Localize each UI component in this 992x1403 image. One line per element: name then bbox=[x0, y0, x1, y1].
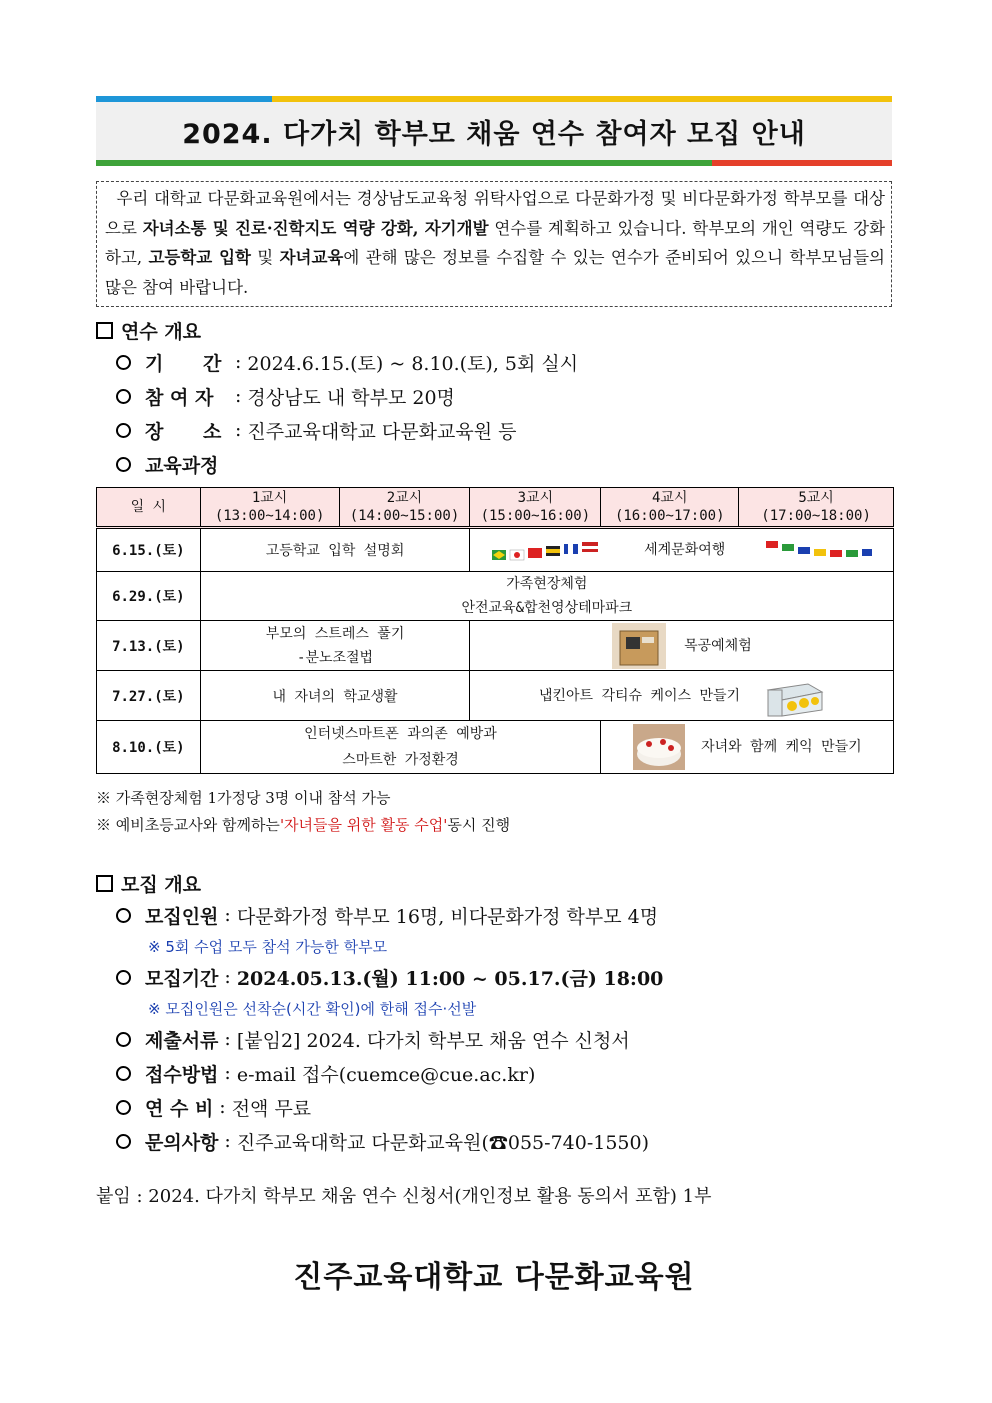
table-row: 7.27.(토) 내 자녀의 학교생활 냅킨아트 각티슈 케이스 만들기 bbox=[97, 671, 894, 721]
note-family-trip: ※ 가족현장체험 1가정당 3명 이내 참석 가능 bbox=[96, 789, 391, 807]
recruit-contact: 문의사항 : 진주교육대학교 다문화교육원(☎055-740-1550) bbox=[96, 1124, 892, 1158]
header-period-4: 4교시 (16:00~17:00) bbox=[601, 488, 739, 528]
recruit-count-note: ※ 5회 수업 모두 참석 가능한 학부모 bbox=[148, 937, 388, 956]
flags-image bbox=[490, 538, 602, 562]
title-top-bar bbox=[96, 96, 892, 102]
recruit-period-note: ※ 모집인원은 선착순(시간 확인)에 한해 접수·선발 bbox=[148, 999, 477, 1018]
cake-image bbox=[633, 724, 685, 770]
intro-paragraph: 우리 대학교 다문화교육원에서는 경상남도교육청 위탁사업으로 다문화가정 및 비다문화가정 학부모를 대상으로 자녀소통 및 진로·진학지도 역량 강화, 자기개발 연수를 계획하고 있습니다. 학부모의 개인 역량도 강화하고, 고등학교 입학 및 자녀교육에 관해 많은 정보를 수집할 수 있는 연수가 준비되어 있으니 학부모님들의 많은 참여 바랍니다. bbox=[96, 181, 892, 307]
wood-craft-image bbox=[612, 623, 666, 669]
circle-bullet-icon bbox=[116, 908, 131, 923]
recruit-period: 모집기간 : 2024.05.13.(월) 11:00 ~ 05.17.(금) 18:00 bbox=[96, 960, 892, 994]
checkbox-square-icon bbox=[96, 875, 113, 892]
title-bottom-bar bbox=[96, 160, 892, 166]
circle-bullet-icon bbox=[116, 457, 131, 472]
header-period-2: 2교시 (14:00~15:00) bbox=[339, 488, 470, 528]
recruit-method: 접수방법 : e-mail 접수(cuemce@cue.ac.kr) bbox=[96, 1056, 892, 1090]
issuer-signature: 진주교육대학교 다문화교육원 bbox=[293, 1260, 695, 1295]
circle-bullet-icon bbox=[116, 1134, 131, 1149]
overview-period: 기 간 : 2024.6.15.(토) ~ 8.10.(토), 5회 실시 bbox=[96, 345, 892, 379]
circle-bullet-icon bbox=[116, 1032, 131, 1047]
header-period-3: 3교시 (15:00~16:00) bbox=[470, 488, 601, 528]
header-period-1: 1교시 (13:00~14:00) bbox=[200, 488, 339, 528]
section-overview-heading: 연수 개요 bbox=[96, 315, 892, 345]
title-box bbox=[96, 102, 892, 160]
table-row: 8.10.(토) 인터넷스마트폰 과의존 예방과 스마트한 가정환경 자녀와 함께 케익 만들기 bbox=[97, 721, 894, 774]
document-page bbox=[96, 96, 892, 1296]
circle-bullet-icon bbox=[116, 1100, 131, 1115]
note-activity-class: ※ 예비초등교사와 함께하는 '자녀들을 위한 활동 수업' 동시 진행 bbox=[96, 816, 511, 834]
circle-bullet-icon bbox=[116, 423, 131, 438]
overview-curriculum: 교육과정 bbox=[96, 447, 892, 481]
recruit-count: 모집인원 : 다문화가정 학부모 16명, 비다문화가정 학부모 4명 bbox=[96, 898, 892, 932]
page-title: 2024. 다가치 학부모 채움 연수 참여자 모집 안내 bbox=[182, 118, 806, 150]
circle-bullet-icon bbox=[116, 355, 131, 370]
header-period-5: 5교시 (17:00~18:00) bbox=[739, 488, 894, 528]
section-recruit-heading: 모집 개요 bbox=[96, 868, 892, 898]
table-row: 6.29.(토) 가족현장체험 안전교육&합천영상테마파크 bbox=[97, 572, 894, 621]
schedule-table bbox=[96, 487, 894, 774]
flags-banner-image bbox=[764, 538, 874, 562]
overview-place: 장 소 : 진주교육대학교 다문화교육원 등 bbox=[96, 413, 892, 447]
tissue-box-image bbox=[764, 674, 824, 718]
attachment-line: 붙임 : 2024. 다가치 학부모 채움 연수 신청서(개인정보 활용 동의서 포함) 1부 bbox=[96, 1186, 712, 1207]
circle-bullet-icon bbox=[116, 970, 131, 985]
recruit-docs: 제출서류 : [붙임2] 2024. 다가치 학부모 채움 연수 신청서 bbox=[96, 1022, 892, 1056]
header-date: 일 시 bbox=[97, 488, 201, 528]
table-row: 7.13.(토) 부모의 스트레스 풀기 -분노조절법 목공예체험 bbox=[97, 621, 894, 671]
overview-participants: 참 여 자 : 경상남도 내 학부모 20명 bbox=[96, 379, 892, 413]
circle-bullet-icon bbox=[116, 389, 131, 404]
table-row: 6.15.(토) 고등학교 입학 설명회 세계문화여행 bbox=[97, 528, 894, 572]
circle-bullet-icon bbox=[116, 1066, 131, 1081]
checkbox-square-icon bbox=[96, 322, 113, 339]
recruit-fee: 연 수 비 : 전액 무료 bbox=[96, 1090, 892, 1124]
